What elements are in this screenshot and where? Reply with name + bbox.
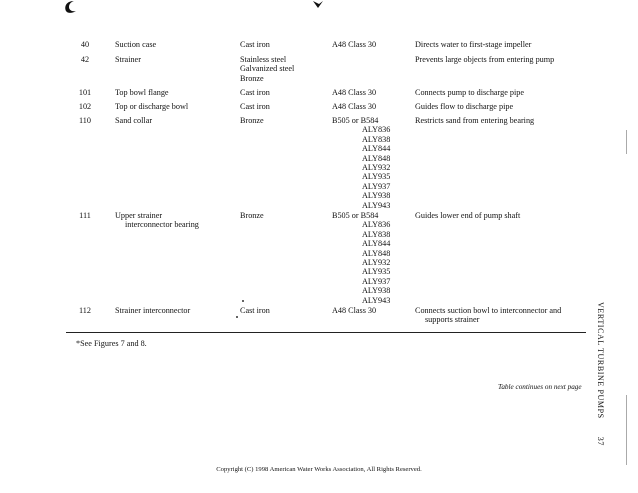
footnote: *See Figures 7 and 8. — [76, 339, 147, 348]
function-cell — [415, 40, 595, 49]
astm-spec: ALY932 — [362, 163, 391, 173]
part-name-cell — [115, 55, 235, 64]
part-name: interconnector bearing — [125, 220, 199, 230]
function-cell — [415, 211, 595, 220]
astm-spec: ALY932 — [362, 258, 391, 268]
astm-spec: ALY836 — [362, 220, 391, 230]
item-number: 102 — [78, 102, 92, 111]
astm-spec: ALY838 — [362, 229, 391, 239]
material: Bronze — [240, 211, 264, 220]
astm-spec-cell — [332, 306, 412, 315]
function: supports strainer — [425, 315, 480, 325]
table-bottom-rule — [66, 332, 586, 333]
astm-spec: ALY836 — [362, 125, 391, 135]
scan-mark-icon — [312, 0, 324, 10]
material-cell — [240, 55, 325, 83]
function-cell — [415, 116, 595, 125]
astm-spec: ALY848 — [362, 153, 391, 163]
astm-spec: ALY844 — [362, 239, 391, 249]
function-cell — [415, 55, 595, 64]
function-cell — [415, 306, 595, 325]
scan-speck — [236, 316, 238, 318]
function: Directs water to first-stage impeller — [415, 40, 532, 49]
item-number-cell — [70, 55, 100, 64]
item-number: 111 — [79, 211, 91, 220]
material: Bronze — [240, 116, 264, 125]
part-name: Sand collar — [115, 116, 153, 125]
part-name: Top bowl flange — [115, 88, 169, 97]
astm-spec: ALY937 — [362, 181, 391, 191]
astm-spec: B505 or B584 — [332, 116, 379, 125]
scan-speck — [242, 300, 244, 302]
part-name: Upper strainer — [115, 211, 163, 220]
material: Cast iron — [240, 306, 270, 315]
scan-mark-icon — [62, 0, 78, 14]
running-header-title: VERTICAL TURBINE PUMPS — [596, 302, 605, 419]
item-number: 40 — [80, 40, 90, 49]
astm-spec: ALY848 — [362, 248, 391, 258]
astm-spec-cell — [332, 116, 412, 210]
item-number-cell — [70, 116, 100, 125]
material: Bronze — [240, 73, 264, 83]
page-number: 37 — [596, 436, 605, 446]
function: Guides lower end of pump shaft — [415, 211, 521, 220]
astm-spec-cell — [332, 40, 412, 49]
astm-spec: ALY938 — [362, 286, 391, 296]
function: Prevents large objects from entering pump — [415, 55, 555, 64]
astm-spec: ALY943 — [362, 200, 391, 210]
item-number: 101 — [78, 88, 92, 97]
astm-spec: ALY935 — [362, 267, 391, 277]
item-number-cell — [70, 211, 100, 220]
material-cell — [240, 211, 325, 220]
function-cell — [415, 88, 595, 97]
item-number-cell — [70, 88, 100, 97]
material-cell — [240, 306, 325, 315]
material: Galvanized steel — [240, 64, 295, 74]
material-cell — [240, 40, 325, 49]
item-number: 112 — [79, 306, 91, 315]
function-cell — [415, 102, 595, 111]
copyright-notice: Copyright (C) 1998 American Water Works Association, All Rights Reserved. — [216, 466, 422, 473]
continuation-note: Table continues on next page — [498, 383, 582, 391]
item-number-cell — [70, 102, 100, 111]
astm-spec-cell — [332, 88, 412, 97]
astm-spec: ALY938 — [362, 191, 391, 201]
part-name: Strainer interconnector — [115, 306, 191, 315]
material: Cast iron — [240, 40, 270, 49]
astm-spec: ALY844 — [362, 144, 391, 154]
part-name-cell — [115, 102, 235, 111]
astm-spec: A48 Class 30 — [332, 88, 377, 97]
function: Connects pump to discharge pipe — [415, 88, 524, 97]
function: Restricts sand from entering bearing — [415, 116, 535, 125]
astm-spec: A48 Class 30 — [332, 40, 377, 49]
material: Cast iron — [240, 88, 270, 97]
astm-spec: ALY935 — [362, 172, 391, 182]
function: Guides flow to discharge pipe — [415, 102, 514, 111]
part-name-cell — [115, 306, 235, 315]
scan-edge-mark — [626, 130, 627, 154]
part-name-cell — [115, 211, 235, 230]
part-name-cell — [115, 88, 235, 97]
item-number: 110 — [79, 116, 91, 125]
running-header — [593, 302, 605, 446]
function: Connects suction bowl to interconnector and — [415, 306, 562, 315]
part-name: Top or discharge bowl — [115, 102, 189, 111]
material: Stainless steel — [240, 55, 287, 64]
material-cell — [240, 102, 325, 111]
part-name: Suction case — [115, 40, 157, 49]
astm-spec: A48 Class 30 — [332, 102, 377, 111]
part-name-cell — [115, 116, 235, 125]
astm-spec: ALY838 — [362, 134, 391, 144]
item-number: 42 — [80, 55, 90, 64]
item-number-cell — [70, 306, 100, 315]
scan-edge-mark — [626, 395, 627, 465]
item-number-cell — [70, 40, 100, 49]
material-cell — [240, 88, 325, 97]
astm-spec: ALY943 — [362, 295, 391, 305]
material-cell — [240, 116, 325, 125]
astm-spec-cell — [332, 211, 412, 305]
part-name: Strainer — [115, 55, 141, 64]
part-name-cell — [115, 40, 235, 49]
astm-spec: B505 or B584 — [332, 211, 379, 220]
astm-spec: ALY937 — [362, 276, 391, 286]
material: Cast iron — [240, 102, 270, 111]
astm-spec: A48 Class 30 — [332, 306, 377, 315]
astm-spec-cell — [332, 102, 412, 111]
